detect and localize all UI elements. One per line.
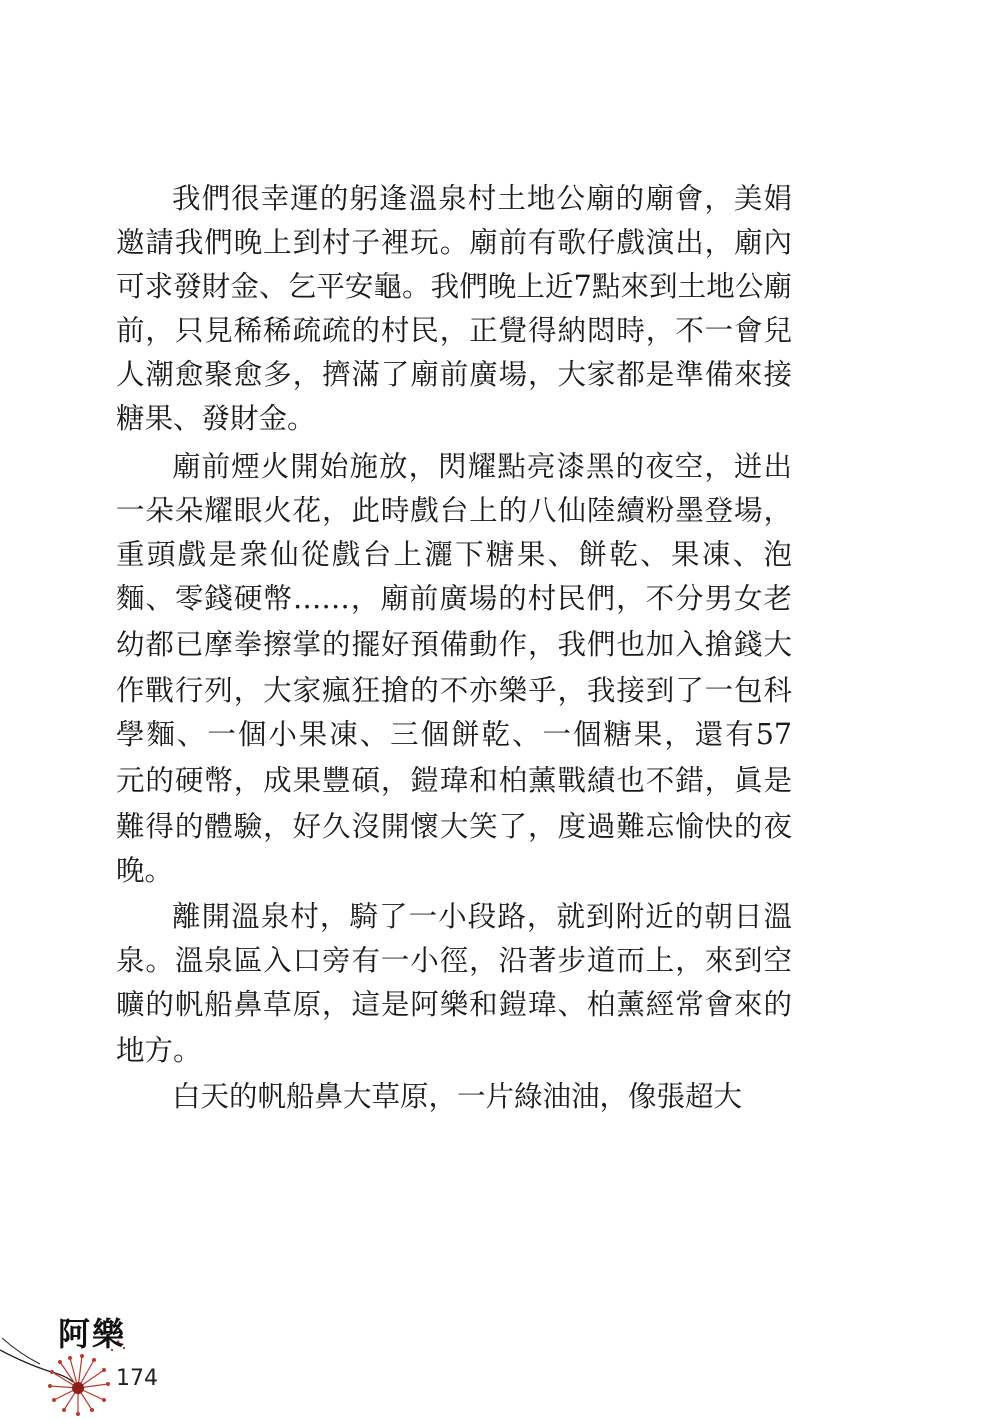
body-text-line: 廟前煙火開始施放，閃耀點亮漆黑的夜空，迸出: [172, 449, 792, 483]
body-text-line: 幼都已摩拳擦掌的擺好預備動作，我們也加入搶錢大: [116, 627, 792, 661]
body-text-line: 麵、零錢硬幣……，廟前廣場的村民們，不分男女老: [116, 581, 792, 615]
body-text-line: 一朵朵耀眼火花，此時戲台上的八仙陸續粉墨登場，: [116, 493, 792, 527]
body-text-line: 人潮愈聚愈多，擠滿了廟前廣場，大家都是準備來接: [116, 357, 792, 391]
series-logo: 阿樂: [58, 1315, 127, 1353]
body-text-line: 前，只見稀稀疏疏的村民，正覺得納悶時，不一會兒: [116, 313, 792, 347]
page-number: 174: [116, 1366, 158, 1391]
body-text-line: 學麵、一個小果凍、三個餅乾、一個糖果，還有57: [116, 717, 792, 751]
body-text-line: 泉。溫泉區入口旁有一小徑，沿著步道而上，來到空: [116, 943, 792, 977]
body-text-line: 重頭戲是衆仙從戲台上灑下糖果、餅乾、果凍、泡: [116, 537, 792, 571]
body-text-line: 離開溫泉村，騎了一小段路，就到附近的朝日溫: [172, 899, 792, 933]
body-text-line: 我們很幸運的躬逢溫泉村土地公廟的廟會，美娟: [172, 181, 792, 215]
body-text-line: 作戰行列，大家瘋狂搶的不亦樂乎，我接到了一包科: [116, 673, 792, 707]
body-text-line: 地方。: [116, 1033, 202, 1067]
body-text-line: 元的硬幣，成果豐碩，鎧瑋和柏薰戰績也不錯，眞是: [116, 763, 792, 797]
body-text-line: 白天的帆船鼻大草原，一片綠油油，像張超大: [172, 1079, 743, 1113]
body-text-line: 晚。: [116, 853, 174, 887]
body-text-line: 可求發財金、乞平安龜。我們晚上近7點來到土地公廟: [116, 269, 792, 303]
body-text-line: 曠的帆船鼻草原，這是阿樂和鎧瑋、柏薰經常會來的: [116, 987, 792, 1021]
body-text-line: 糖果、發財金。: [116, 401, 316, 435]
body-text-line: 難得的體驗，好久沒開懷大笑了，度過難忘愉快的夜: [116, 809, 792, 843]
body-text-line: 邀請我們晚上到村子裡玩。廟前有歌仔戲演出，廟內: [116, 225, 792, 259]
